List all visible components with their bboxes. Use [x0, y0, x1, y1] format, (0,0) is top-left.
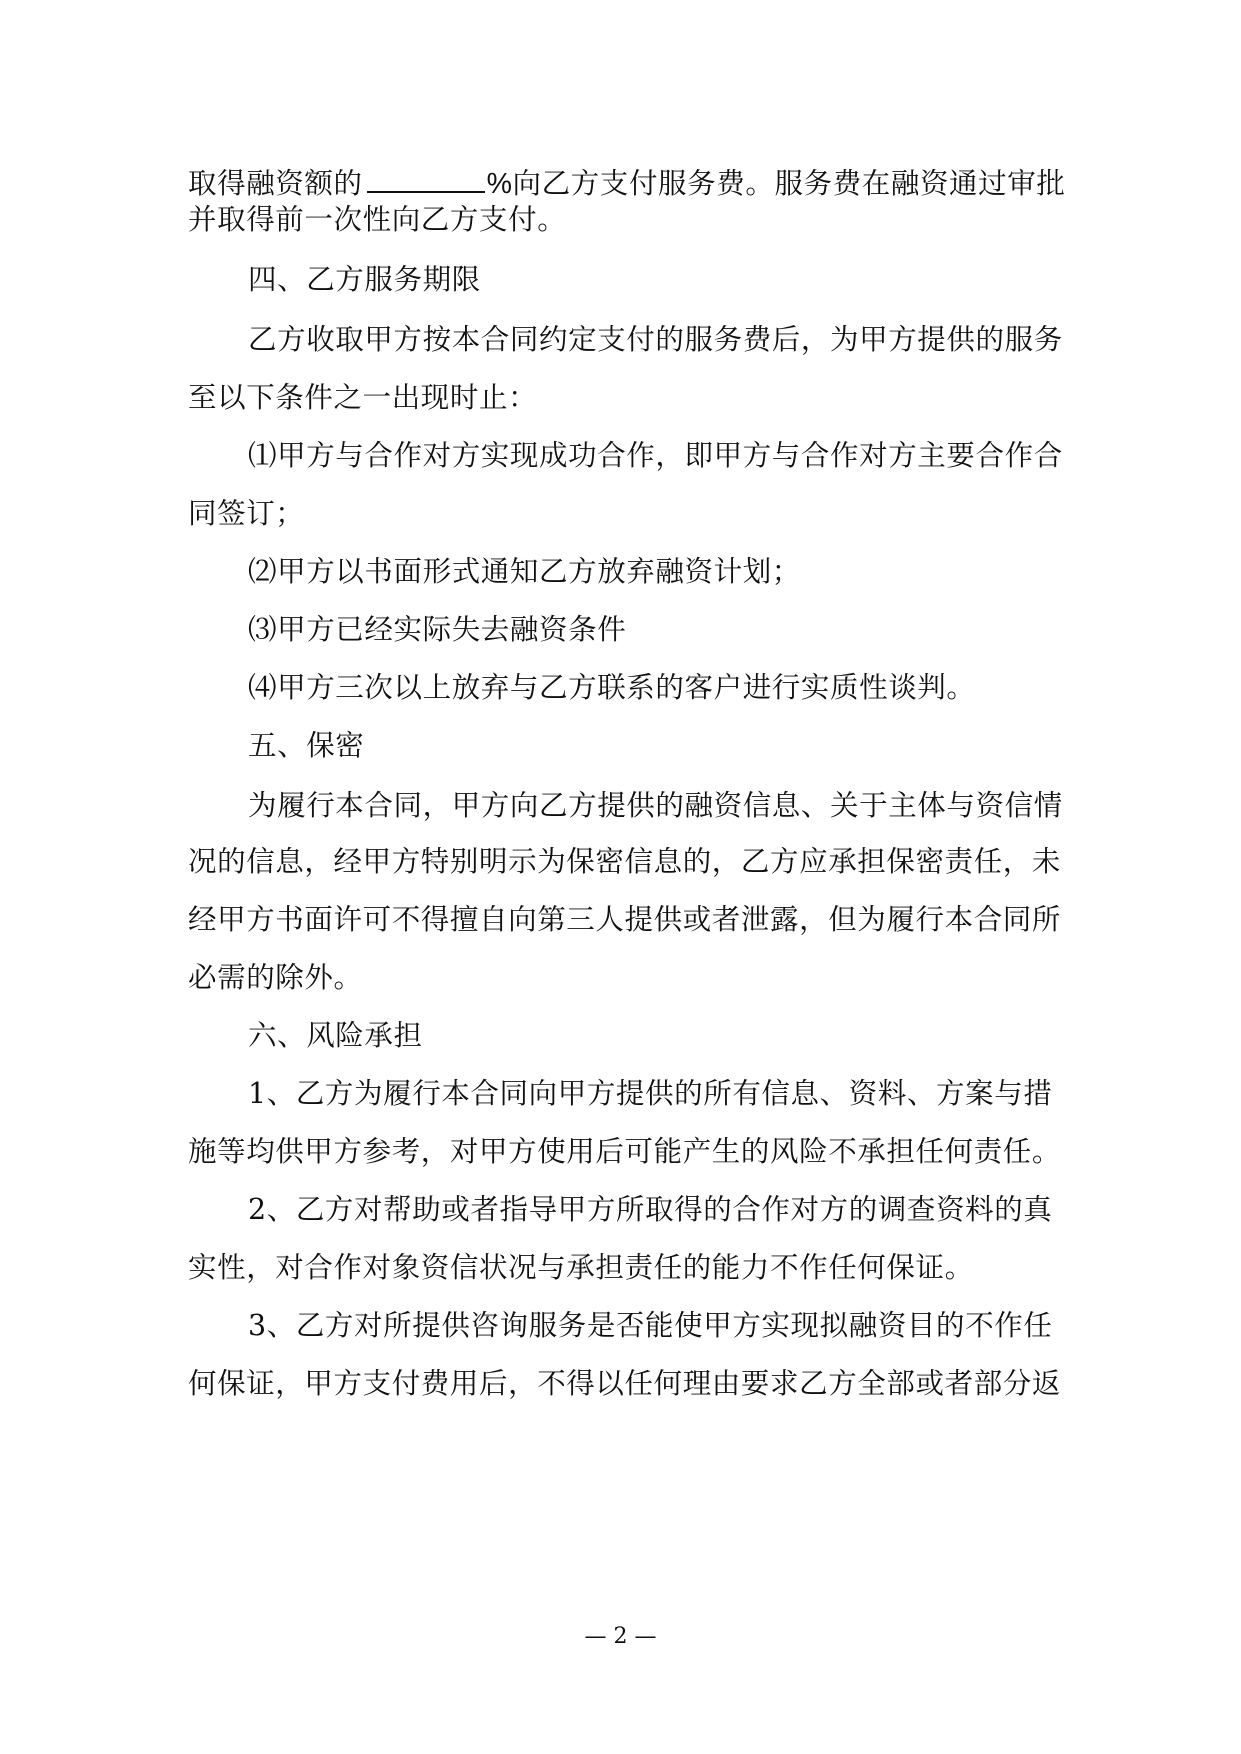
section-heading-term: 四、乙方服务期限 — [248, 263, 481, 296]
paragraph-line: 3、乙方对所提供咨询服务是否能使甲方实现拟融资目的不作任 — [248, 1309, 1053, 1342]
paragraph-line: 1、乙方为履行本合同向甲方提供的所有信息、资料、方案与措 — [248, 1077, 1053, 1110]
paragraph-line: 并取得前一次性向乙方支付。 — [188, 203, 567, 236]
list-item-2: ⑵甲方以书面形式通知乙方放弃融资计划； — [248, 555, 801, 588]
page-number: — 2 — — [584, 1624, 657, 1649]
list-item-4: ⑷甲方三次以上放弃与乙方联系的客户进行实质性谈判。 — [248, 671, 976, 704]
section-heading-risk: 六、风险承担 — [248, 1019, 423, 1052]
text-fee-prefix: 取得融资额的 — [188, 167, 363, 200]
paragraph-line: 至以下条件之一出现时止： — [188, 381, 538, 414]
paragraph-line-fee — [188, 164, 1065, 204]
paragraph-line: 必需的除外。 — [188, 961, 363, 994]
paragraph-line: 为履行本合同，甲方向乙方提供的融资信息、关于主体与资信情 — [248, 789, 1063, 822]
paragraph-line: 经甲方书面许可不得擅自向第三人提供或者泄露，但为履行本合同所 — [188, 903, 1062, 936]
paragraph-line: 2、乙方对帮助或者指导甲方所取得的合作对方的调查资料的真 — [248, 1193, 1053, 1226]
paragraph-line: 同签订； — [188, 497, 305, 530]
text-fee-suffix: %向乙方支付服务费。服务费在融资通过审批 — [486, 168, 1066, 200]
paragraph-line: 何保证，甲方支付费用后，不得以任何理由要求乙方全部或者部分返 — [188, 1367, 1062, 1400]
section-heading-confidentiality: 五、保密 — [248, 729, 365, 762]
paragraph-line: 乙方收取甲方按本合同约定支付的服务费后，为甲方提供的服务 — [248, 323, 1063, 356]
fill-in-blank — [367, 165, 485, 193]
paragraph-line: 况的信息，经甲方特别明示为保密信息的，乙方应承担保密责任，未 — [188, 845, 1062, 878]
list-item-3: ⑶甲方已经实际失去融资条件 — [248, 613, 627, 646]
list-item-1: ⑴甲方与合作对方实现成功合作，即甲方与合作对方主要合作合 — [248, 439, 1063, 472]
paragraph-line: 施等均供甲方参考，对甲方使用后可能产生的风险不承担任何责任。 — [188, 1135, 1062, 1168]
paragraph-line: 实性，对合作对象资信状况与承担责任的能力不作任何保证。 — [188, 1251, 974, 1284]
